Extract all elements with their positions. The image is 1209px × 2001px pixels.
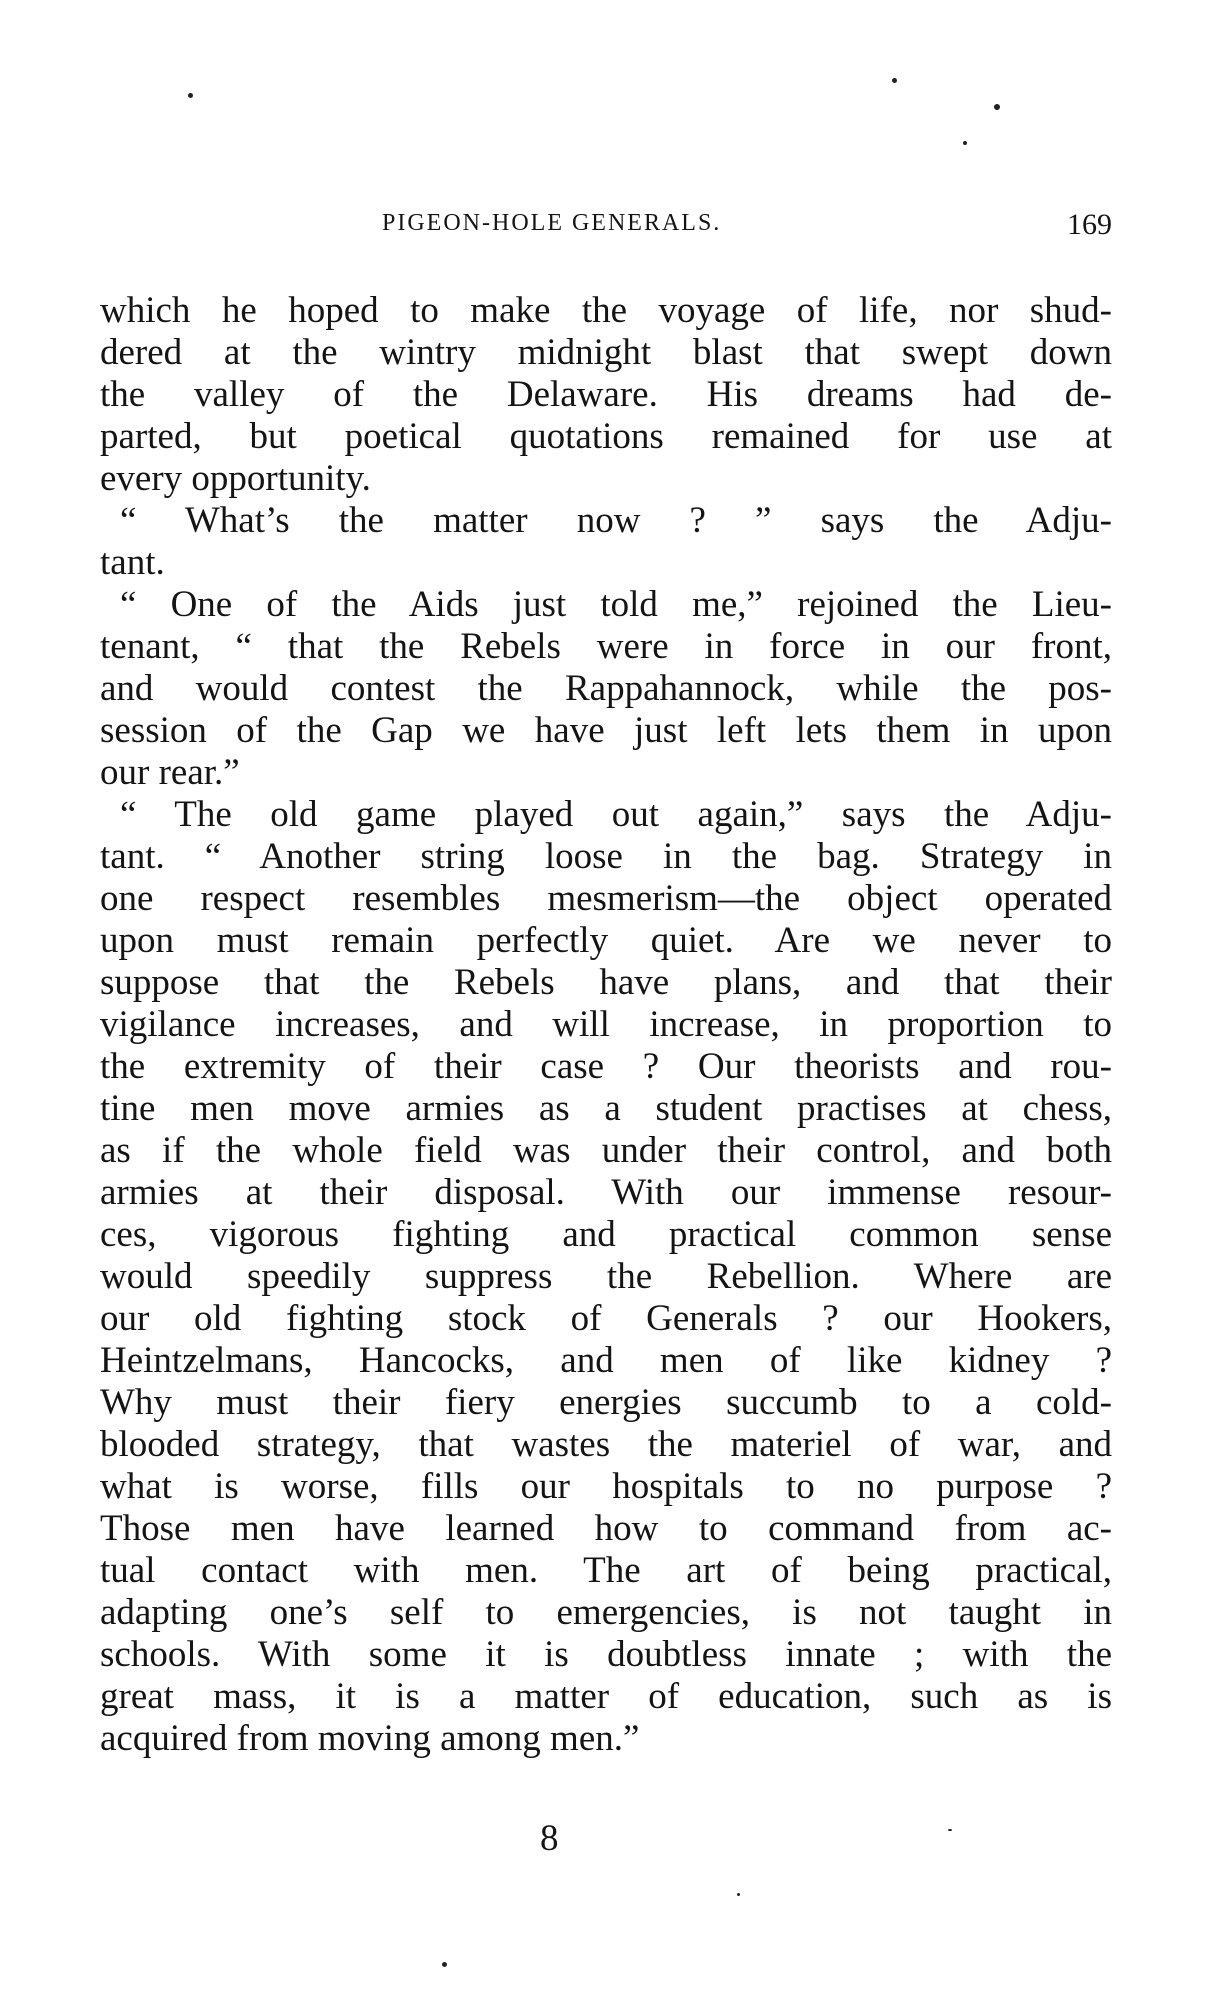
text-line: which he hoped to make the voyage of life, nor shud- [100,290,1112,331]
text-line: tant. “ Another string loose in the bag. Strategy in [100,836,1112,877]
speck [963,141,967,145]
text-line: as if the whole field was under their control, and both [100,1130,1112,1171]
speck [188,93,193,98]
text-line: would speedily suppress the Rebellion. Where are [100,1256,1112,1297]
signature-mark: 8 [540,1818,559,1859]
text-line: blooded strategy, that wastes the materiel of war, and [100,1424,1112,1465]
text-line: upon must remain perfectly quiet. Are we never to [100,920,1112,961]
speck [948,1829,952,1831]
text-line: great mass, it is a matter of education, such as is [100,1676,1112,1717]
speck [994,104,1000,110]
text-line: tual contact with men. The art of being practical, [100,1550,1112,1591]
text-line: vigilance increases, and will increase, in proportion to [100,1004,1112,1045]
running-head [100,208,1112,252]
text-line: Heintzelmans, Hancocks, and men of like kidney ? [100,1340,1112,1381]
text-line: “ One of the Aids just told me,” rejoined the Lieu- [120,584,1112,625]
text-line: and would contest the Rappahannock, while the pos- [100,668,1112,709]
body-text [100,290,1112,1760]
speck [442,1962,447,1967]
text-line: armies at their disposal. With our immense resour- [100,1172,1112,1213]
speck [892,78,897,83]
text-line: tine men move armies as a student practises at chess, [100,1088,1112,1129]
text-line: schools. With some it is doubtless innate ; with the [100,1634,1112,1675]
text-line: tant. [100,542,165,583]
text-line: Why must their fiery energies succumb to a cold- [100,1382,1112,1423]
text-line: “ The old game played out again,” says the Adju- [120,794,1112,835]
text-line: adapting one’s self to emergencies, is not taught in [100,1592,1112,1633]
text-line: the valley of the Delaware. His dreams had de- [100,374,1112,415]
text-line: Those men have learned how to command from ac- [100,1508,1112,1549]
text-line: acquired from moving among men.” [100,1718,640,1759]
running-title: PIGEON-HOLE GENERALS. [382,210,722,236]
text-line: ces, vigorous fighting and practical common sense [100,1214,1112,1255]
speck [737,1893,740,1896]
text-line: the extremity of their case ? Our theorists and rou- [100,1046,1112,1087]
text-line: one respect resembles mesmerism—the object operated [100,878,1112,919]
text-line: parted, but poetical quotations remained for use at [100,416,1112,457]
text-line: dered at the wintry midnight blast that swept down [100,332,1112,373]
text-line: session of the Gap we have just left lets them in upon [100,710,1112,751]
text-line: “ What’s the matter now ? ” says the Adju- [120,500,1112,541]
text-line: every opportunity. [100,458,371,499]
page-number: 169 [1067,208,1112,241]
text-line: tenant, “ that the Rebels were in force in our front, [100,626,1112,667]
text-line: suppose that the Rebels have plans, and that their [100,962,1112,1003]
text-line: our rear.” [100,752,240,793]
text-line: our old fighting stock of Generals ? our Hookers, [100,1298,1112,1339]
text-line: what is worse, fills our hospitals to no purpose ? [100,1466,1112,1507]
